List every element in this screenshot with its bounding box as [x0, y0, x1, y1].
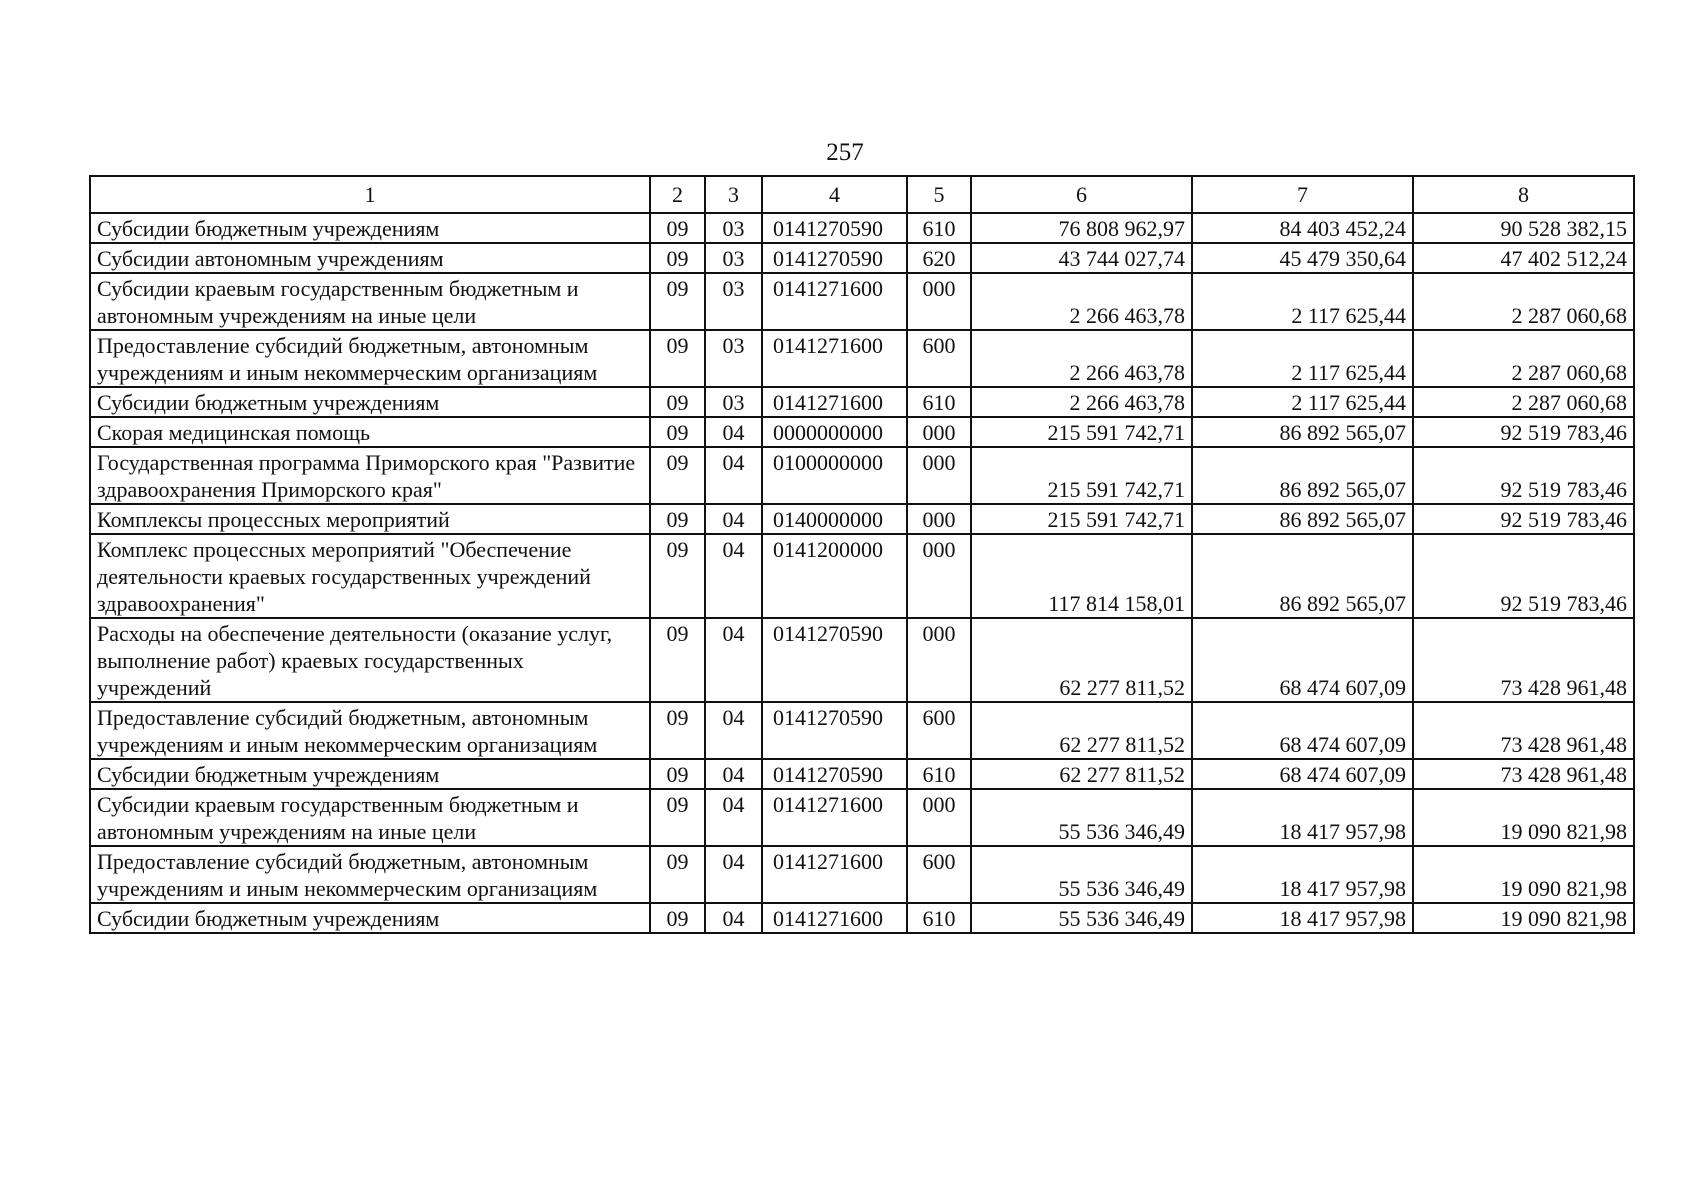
amount-col6-cell: 215 591 742,71 [971, 447, 1192, 504]
amount-col7-cell: 68 474 607,09 [1192, 759, 1413, 789]
amount-col7-cell: 2 117 625,44 [1192, 330, 1413, 387]
amount-col6-cell: 62 277 811,52 [971, 759, 1192, 789]
header-row [90, 176, 1634, 213]
amount-col7-cell: 86 892 565,07 [1192, 534, 1413, 618]
amount-col8-cell: 2 287 060,68 [1413, 387, 1634, 417]
section-code-cell: 09 [650, 618, 705, 702]
expense-name-cell: Субсидии краевым государственным бюджетным и автономным учреждениям на иные цели [90, 789, 650, 846]
table-row [90, 846, 1634, 903]
amount-col6-cell: 62 277 811,52 [971, 702, 1192, 759]
column-header-6: 6 [971, 176, 1192, 213]
subsection-code-cell: 04 [705, 759, 762, 789]
subsection-code-cell: 04 [705, 702, 762, 759]
budget-table [89, 175, 1635, 934]
target-article-cell: 0000000000 [762, 417, 907, 447]
subsection-code-cell: 04 [705, 504, 762, 534]
target-article-cell: 0141270590 [762, 213, 907, 243]
section-code-cell: 09 [650, 417, 705, 447]
expense-name-cell: Субсидии бюджетным учреждениям [90, 387, 650, 417]
column-header-7: 7 [1192, 176, 1413, 213]
amount-col6-cell: 55 536 346,49 [971, 903, 1192, 933]
amount-col7-cell: 18 417 957,98 [1192, 789, 1413, 846]
amount-col8-cell: 92 519 783,46 [1413, 504, 1634, 534]
amount-col6-cell: 62 277 811,52 [971, 618, 1192, 702]
target-article-cell: 0141270590 [762, 702, 907, 759]
target-article-cell: 0141270590 [762, 759, 907, 789]
section-code-cell: 09 [650, 789, 705, 846]
target-article-cell: 0141271600 [762, 789, 907, 846]
expense-type-cell: 610 [907, 759, 971, 789]
section-code-cell: 09 [650, 243, 705, 273]
amount-col7-cell: 2 117 625,44 [1192, 273, 1413, 330]
table-row [90, 213, 1634, 243]
table-row [90, 243, 1634, 273]
expense-name-cell: Предоставление субсидий бюджетным, автономным учреждениям и иным некоммерческим организациям [90, 330, 650, 387]
subsection-code-cell: 03 [705, 243, 762, 273]
target-article-cell: 0141271600 [762, 387, 907, 417]
section-code-cell: 09 [650, 504, 705, 534]
amount-col8-cell: 73 428 961,48 [1413, 759, 1634, 789]
table-row [90, 534, 1634, 618]
subsection-code-cell: 04 [705, 903, 762, 933]
amount-col8-cell: 92 519 783,46 [1413, 447, 1634, 504]
section-code-cell: 09 [650, 846, 705, 903]
table-header [90, 176, 1634, 213]
expense-name-cell: Субсидии краевым государственным бюджетным и автономным учреждениям на иные цели [90, 273, 650, 330]
table-row [90, 387, 1634, 417]
subsection-code-cell: 04 [705, 618, 762, 702]
amount-col8-cell: 2 287 060,68 [1413, 330, 1634, 387]
amount-col8-cell: 19 090 821,98 [1413, 903, 1634, 933]
amount-col8-cell: 19 090 821,98 [1413, 789, 1634, 846]
expense-type-cell: 600 [907, 846, 971, 903]
table-body [90, 213, 1634, 933]
expense-name-cell: Субсидии автономным учреждениям [90, 243, 650, 273]
expense-name-cell: Субсидии бюджетным учреждениям [90, 903, 650, 933]
target-article-cell: 0141270590 [762, 243, 907, 273]
expense-type-cell: 000 [907, 417, 971, 447]
amount-col6-cell: 2 266 463,78 [971, 273, 1192, 330]
column-header-3: 3 [705, 176, 762, 213]
expense-name-cell: Комплекс процессных мероприятий "Обеспечение деятельности краевых государственных учреждений здравоохранения" [90, 534, 650, 618]
table-row [90, 702, 1634, 759]
amount-col7-cell: 86 892 565,07 [1192, 504, 1413, 534]
table-row [90, 903, 1634, 933]
table-row [90, 618, 1634, 702]
amount-col7-cell: 68 474 607,09 [1192, 618, 1413, 702]
page-number: 257 [826, 139, 864, 166]
expense-type-cell: 000 [907, 273, 971, 330]
expense-type-cell: 610 [907, 387, 971, 417]
expense-type-cell: 600 [907, 330, 971, 387]
amount-col7-cell: 18 417 957,98 [1192, 846, 1413, 903]
section-code-cell: 09 [650, 273, 705, 330]
expense-type-cell: 620 [907, 243, 971, 273]
column-header-1: 1 [90, 176, 650, 213]
target-article-cell: 0141270590 [762, 618, 907, 702]
target-article-cell: 0141271600 [762, 846, 907, 903]
amount-col8-cell: 47 402 512,24 [1413, 243, 1634, 273]
amount-col7-cell: 45 479 350,64 [1192, 243, 1413, 273]
expense-type-cell: 600 [907, 702, 971, 759]
target-article-cell: 0141271600 [762, 330, 907, 387]
expense-name-cell: Предоставление субсидий бюджетным, автономным учреждениям и иным некоммерческим организациям [90, 846, 650, 903]
amount-col6-cell: 55 536 346,49 [971, 846, 1192, 903]
expense-name-cell: Предоставление субсидий бюджетным, автономным учреждениям и иным некоммерческим организациям [90, 702, 650, 759]
amount-col6-cell: 2 266 463,78 [971, 387, 1192, 417]
section-code-cell: 09 [650, 447, 705, 504]
section-code-cell: 09 [650, 213, 705, 243]
section-code-cell: 09 [650, 534, 705, 618]
expense-name-cell: Субсидии бюджетным учреждениям [90, 759, 650, 789]
table-row [90, 789, 1634, 846]
table-row [90, 759, 1634, 789]
amount-col6-cell: 117 814 158,01 [971, 534, 1192, 618]
table-row [90, 330, 1634, 387]
section-code-cell: 09 [650, 903, 705, 933]
target-article-cell: 0141271600 [762, 903, 907, 933]
amount-col8-cell: 19 090 821,98 [1413, 846, 1634, 903]
subsection-code-cell: 04 [705, 417, 762, 447]
amount-col8-cell: 90 528 382,15 [1413, 213, 1634, 243]
expense-type-cell: 610 [907, 903, 971, 933]
section-code-cell: 09 [650, 702, 705, 759]
amount-col6-cell: 76 808 962,97 [971, 213, 1192, 243]
amount-col6-cell: 55 536 346,49 [971, 789, 1192, 846]
subsection-code-cell: 04 [705, 846, 762, 903]
column-header-5: 5 [907, 176, 971, 213]
column-header-2: 2 [650, 176, 705, 213]
expense-name-cell: Скорая медицинская помощь [90, 417, 650, 447]
expense-type-cell: 000 [907, 618, 971, 702]
amount-col8-cell: 73 428 961,48 [1413, 618, 1634, 702]
column-header-4: 4 [762, 176, 907, 213]
subsection-code-cell: 03 [705, 273, 762, 330]
amount-col6-cell: 215 591 742,71 [971, 417, 1192, 447]
amount-col8-cell: 2 287 060,68 [1413, 273, 1634, 330]
amount-col7-cell: 86 892 565,07 [1192, 447, 1413, 504]
section-code-cell: 09 [650, 759, 705, 789]
expense-type-cell: 610 [907, 213, 971, 243]
subsection-code-cell: 04 [705, 447, 762, 504]
amount-col7-cell: 86 892 565,07 [1192, 417, 1413, 447]
subsection-code-cell: 03 [705, 213, 762, 243]
expense-type-cell: 000 [907, 534, 971, 618]
subsection-code-cell: 03 [705, 387, 762, 417]
amount-col7-cell: 68 474 607,09 [1192, 702, 1413, 759]
amount-col7-cell: 84 403 452,24 [1192, 213, 1413, 243]
target-article-cell: 0141200000 [762, 534, 907, 618]
subsection-code-cell: 04 [705, 789, 762, 846]
target-article-cell: 0141271600 [762, 273, 907, 330]
section-code-cell: 09 [650, 330, 705, 387]
expense-name-cell: Государственная программа Приморского края "Развитие здравоохранения Приморского края" [90, 447, 650, 504]
amount-col8-cell: 92 519 783,46 [1413, 534, 1634, 618]
subsection-code-cell: 03 [705, 330, 762, 387]
expense-type-cell: 000 [907, 447, 971, 504]
target-article-cell: 0140000000 [762, 504, 907, 534]
table-row [90, 273, 1634, 330]
target-article-cell: 0100000000 [762, 447, 907, 504]
expense-name-cell: Комплексы процессных мероприятий [90, 504, 650, 534]
amount-col6-cell: 43 744 027,74 [971, 243, 1192, 273]
subsection-code-cell: 04 [705, 534, 762, 618]
amount-col8-cell: 73 428 961,48 [1413, 702, 1634, 759]
table-row [90, 447, 1634, 504]
expense-name-cell: Субсидии бюджетным учреждениям [90, 213, 650, 243]
section-code-cell: 09 [650, 387, 705, 417]
amount-col7-cell: 2 117 625,44 [1192, 387, 1413, 417]
expense-type-cell: 000 [907, 789, 971, 846]
column-header-8: 8 [1413, 176, 1634, 213]
expense-name-cell: Расходы на обеспечение деятельности (оказание услуг, выполнение работ) краевых государственных учреждений [90, 618, 650, 702]
table-row [90, 417, 1634, 447]
amount-col8-cell: 92 519 783,46 [1413, 417, 1634, 447]
amount-col6-cell: 2 266 463,78 [971, 330, 1192, 387]
expense-type-cell: 000 [907, 504, 971, 534]
table-row [90, 504, 1634, 534]
amount-col6-cell: 215 591 742,71 [971, 504, 1192, 534]
amount-col7-cell: 18 417 957,98 [1192, 903, 1413, 933]
